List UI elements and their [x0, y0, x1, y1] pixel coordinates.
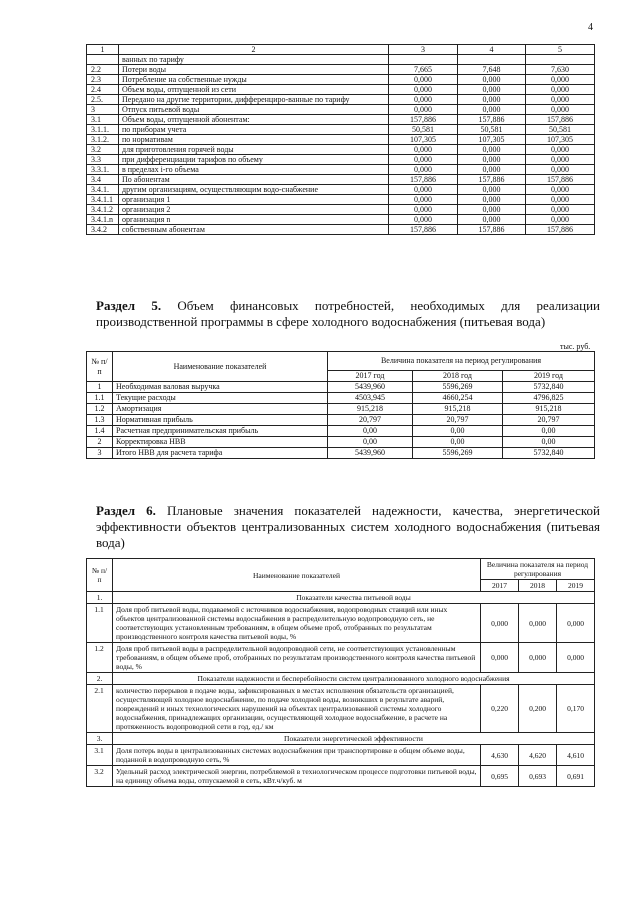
row-value: 0,000 [526, 155, 595, 165]
row-name: другим организациям, осуществляющим водо-снабжение [119, 185, 389, 195]
row-code [87, 55, 119, 65]
row-code: 3.3 [87, 155, 119, 165]
row-code: 1.1 [87, 393, 113, 404]
row-name: Доля проб питьевой воды, подаваемой с источников водоснабжения, водопроводных станций или иных объектов централизованной системы водоснабжения в распределительную водопроводную сеть, не соответствующих установленным требованиям, в общем объеме проб, отобранных по результатам производственного контроля качества питьевой воды, % [113, 604, 481, 643]
row-value: 0,170 [557, 685, 595, 733]
row-value: 0,000 [526, 195, 595, 205]
row-value: 0,00 [503, 426, 595, 437]
row-name: Нормативная прибыль [113, 415, 328, 426]
row-value: 107,305 [389, 135, 458, 145]
table-row [87, 185, 595, 195]
row-value: 0,000 [389, 205, 458, 215]
row-code: 1.4 [87, 426, 113, 437]
row-value: 0,00 [503, 437, 595, 448]
table-row [87, 145, 595, 155]
year-header: 2018 [519, 580, 557, 592]
row-value: 7,648 [458, 65, 526, 75]
group-code: 2. [87, 673, 113, 685]
table-row [87, 685, 595, 733]
row-value: 0,000 [389, 105, 458, 115]
row-value: 157,886 [526, 175, 595, 185]
row-value: 50,581 [526, 125, 595, 135]
row-value: 107,305 [526, 135, 595, 145]
table-row [87, 195, 595, 205]
water-balance-body [87, 55, 595, 235]
row-value: 157,886 [389, 115, 458, 125]
row-code: 3.4.1.n [87, 215, 119, 225]
row-value: 0,000 [389, 85, 458, 95]
row-value: 0,000 [526, 165, 595, 175]
table-row [87, 155, 595, 165]
table-row [87, 426, 595, 437]
row-value: 0,000 [526, 205, 595, 215]
row-value [389, 55, 458, 65]
row-name: количество перерывов в подаче воды, зафиксированных в местах исполнения обязательств организацией, осуществляющей холодное водоснабжение, по подаче холодной воды, возникших в результате аварий, повреждений и иных технологических нарушений на объектах централизованной системы холодного водоснабжения, принадлежащих организации, осуществляющей холодное водоснабжение, в расчете на протяженность водопроводной сети в год, ед./ км [113, 685, 481, 733]
row-value: 0,000 [458, 185, 526, 195]
table-row [87, 105, 595, 115]
header-cell: 5 [526, 45, 595, 55]
row-value: 0,000 [389, 195, 458, 205]
table-row [87, 393, 595, 404]
col-num-header: № п/п [87, 352, 113, 382]
row-value: 915,218 [413, 404, 503, 415]
table-row [87, 95, 595, 105]
row-value: 0,000 [389, 185, 458, 195]
row-value: 0,00 [328, 426, 413, 437]
table-row [87, 745, 595, 766]
row-value: 0,000 [389, 215, 458, 225]
row-value: 0,000 [526, 95, 595, 105]
table-row [87, 135, 595, 145]
table-row [87, 404, 595, 415]
col-period-header: Величина показателя на период регулирования [328, 352, 595, 371]
row-value: 50,581 [389, 125, 458, 135]
row-value: 0,695 [481, 766, 519, 787]
row-code: 2.1 [87, 685, 113, 733]
section-6-title: Плановые значения показателей надежности, качества, энергетической эффективности объектов централизованных систем холодного водоснабжения (питьевая вода) [96, 503, 600, 550]
table-row [87, 415, 595, 426]
row-code: 2.2 [87, 65, 119, 75]
group-title: Показатели надежности и бесперебойности систем централизованного холодного водоснабжения [113, 673, 595, 685]
financial-needs-table [86, 351, 595, 459]
row-code: 3.4 [87, 175, 119, 185]
header-cell: 2 [119, 45, 389, 55]
col-num-header: № п/п [87, 559, 113, 592]
row-value: 0,000 [557, 643, 595, 673]
row-name: собственным абонентам [119, 225, 389, 235]
row-value: 4503,945 [328, 393, 413, 404]
row-code: 1.2 [87, 643, 113, 673]
row-name: по нормативам [119, 135, 389, 145]
group-code: 1. [87, 592, 113, 604]
year-header: 2017 год [328, 371, 413, 382]
row-value: 20,797 [503, 415, 595, 426]
row-value: 0,00 [413, 437, 503, 448]
row-value: 0,000 [389, 95, 458, 105]
row-value: 0,000 [458, 85, 526, 95]
row-value: 5439,960 [328, 448, 413, 459]
row-name: Итого НВВ для расчета тарифа [113, 448, 328, 459]
table-header-row [87, 45, 595, 55]
row-code: 1.2 [87, 404, 113, 415]
row-value: 0,000 [389, 165, 458, 175]
row-name: Потери воды [119, 65, 389, 75]
table-header-row [87, 352, 595, 371]
header-cell: 3 [389, 45, 458, 55]
row-value: 0,000 [526, 215, 595, 225]
row-code: 2.4 [87, 85, 119, 95]
row-value: 915,218 [503, 404, 595, 415]
row-value: 0,000 [389, 155, 458, 165]
col-period-header: Величина показателя на период регулирования [481, 559, 595, 580]
row-name: Расчетная предпринимательская прибыль [113, 426, 328, 437]
row-code: 2.3 [87, 75, 119, 85]
row-value: 0,000 [458, 215, 526, 225]
row-value: 0,691 [557, 766, 595, 787]
row-code: 3 [87, 448, 113, 459]
row-name: Доля потерь воды в централизованных системах водоснабжения при транспортировке в общем объеме воды, поданной в водопроводную сеть, % [113, 745, 481, 766]
row-value [458, 55, 526, 65]
row-value: 5439,960 [328, 382, 413, 393]
row-value [526, 55, 595, 65]
row-name: Текущие расходы [113, 393, 328, 404]
row-value: 0,000 [526, 75, 595, 85]
table-row [87, 85, 595, 95]
row-value: 0,00 [328, 437, 413, 448]
year-header: 2017 [481, 580, 519, 592]
unit-label: тыс. руб. [560, 342, 591, 351]
row-code: 1.1 [87, 604, 113, 643]
row-code: 3.4.1. [87, 185, 119, 195]
row-value: 0,000 [458, 205, 526, 215]
header-cell: 4 [458, 45, 526, 55]
row-code: 3.1.2. [87, 135, 119, 145]
row-value: 0,000 [481, 604, 519, 643]
row-value: 157,886 [389, 225, 458, 235]
row-code: 3.1 [87, 115, 119, 125]
row-value: 0,00 [413, 426, 503, 437]
row-value: 0,200 [519, 685, 557, 733]
table-row [87, 766, 595, 787]
row-code: 3.2 [87, 145, 119, 155]
group-row [87, 733, 595, 745]
section-5-heading [96, 298, 600, 330]
row-value: 0,000 [458, 105, 526, 115]
row-value: 7,630 [526, 65, 595, 75]
year-header: 2019 год [503, 371, 595, 382]
row-value: 0,000 [458, 75, 526, 85]
row-value: 0,000 [526, 185, 595, 195]
row-value: 0,220 [481, 685, 519, 733]
row-name: для приготовления горячей воды [119, 145, 389, 155]
row-code: 2 [87, 437, 113, 448]
row-value: 5596,269 [413, 382, 503, 393]
row-value: 0,000 [458, 95, 526, 105]
row-code: 2.5. [87, 95, 119, 105]
row-code: 1.3 [87, 415, 113, 426]
row-name: Необходимая валовая выручка [113, 382, 328, 393]
row-value: 107,305 [458, 135, 526, 145]
indicators-table [86, 558, 595, 787]
row-value: 0,000 [526, 145, 595, 155]
row-value: 7,665 [389, 65, 458, 75]
row-name: организация 2 [119, 205, 389, 215]
row-value: 0,000 [481, 643, 519, 673]
group-row [87, 592, 595, 604]
row-value: 5732,840 [503, 382, 595, 393]
section-6-heading [96, 503, 600, 551]
row-value: 157,886 [458, 225, 526, 235]
table-row [87, 604, 595, 643]
header-cell: 1 [87, 45, 119, 55]
row-code: 1 [87, 382, 113, 393]
group-row [87, 673, 595, 685]
row-value: 4,630 [481, 745, 519, 766]
page-number: 4 [588, 22, 593, 33]
col-name-header: Наименование показателей [113, 352, 328, 382]
row-code: 3.2 [87, 766, 113, 787]
row-value: 20,797 [328, 415, 413, 426]
row-value: 0,000 [458, 165, 526, 175]
row-code: 3.3.1. [87, 165, 119, 175]
group-title: Показатели качества питьевой воды [113, 592, 595, 604]
row-code: 3.4.2 [87, 225, 119, 235]
row-name: Объем воды, отпущенной из сети [119, 85, 389, 95]
row-value: 157,886 [389, 175, 458, 185]
table-header-row [87, 559, 595, 580]
row-code: 3 [87, 105, 119, 115]
row-value: 157,886 [458, 175, 526, 185]
table-row [87, 382, 595, 393]
row-name: организация n [119, 215, 389, 225]
row-value: 0,000 [458, 155, 526, 165]
row-code: 3.1.1. [87, 125, 119, 135]
table-row [87, 55, 595, 65]
row-value: 4,610 [557, 745, 595, 766]
row-name: Объем воды, отпущенной абонентам: [119, 115, 389, 125]
row-value: 5596,269 [413, 448, 503, 459]
row-name: Удельный расход электрической энергии, потребляемой в технологическом процессе подготовки питьевой воды, на единицу объема воды, отпускаемой в сеть, кВт.ч/куб. м [113, 766, 481, 787]
row-value: 0,000 [526, 105, 595, 115]
row-value: 50,581 [458, 125, 526, 135]
row-value: 0,000 [458, 145, 526, 155]
row-name: организация 1 [119, 195, 389, 205]
row-name: Корректировка НВВ [113, 437, 328, 448]
row-name: Потребление на собственные нужды [119, 75, 389, 85]
table-row [87, 225, 595, 235]
row-value: 4,620 [519, 745, 557, 766]
row-value: 0,000 [526, 85, 595, 95]
table-row [87, 437, 595, 448]
table-row [87, 215, 595, 225]
table-row [87, 165, 595, 175]
water-balance-table [86, 44, 595, 235]
group-code: 3. [87, 733, 113, 745]
row-code: 3.1 [87, 745, 113, 766]
col-name-header: Наименование показателей [113, 559, 481, 592]
table-row [87, 115, 595, 125]
table-row [87, 448, 595, 459]
section-6-label: Раздел 6. [96, 503, 156, 518]
row-value: 5732,840 [503, 448, 595, 459]
row-name: в пределах i-го объема [119, 165, 389, 175]
row-value: 4660,254 [413, 393, 503, 404]
row-value: 157,886 [526, 225, 595, 235]
row-value: 0,000 [389, 145, 458, 155]
row-name: ванных по тарифу [119, 55, 389, 65]
table-row [87, 75, 595, 85]
table-row [87, 643, 595, 673]
row-value: 915,218 [328, 404, 413, 415]
indicators-body [87, 592, 595, 787]
year-header: 2019 [557, 580, 595, 592]
row-name: Амортизация [113, 404, 328, 415]
row-value: 157,886 [526, 115, 595, 125]
row-value: 0,000 [458, 195, 526, 205]
financial-needs-body [87, 382, 595, 459]
row-name: Доля проб питьевой воды в распределительной водопроводной сети, не соответствующих установленным требованиям, в общем объеме проб, отобранных по результатам производственного контроля качества питьевой воды, % [113, 643, 481, 673]
table-row [87, 175, 595, 185]
row-value: 4796,825 [503, 393, 595, 404]
row-value: 0,000 [519, 643, 557, 673]
row-value: 0,693 [519, 766, 557, 787]
row-name: Отпуск питьевой воды [119, 105, 389, 115]
row-name: по приборам учета [119, 125, 389, 135]
row-name: Передано на другие территории, дифференциро-ванные по тарифу [119, 95, 389, 105]
year-header: 2018 год [413, 371, 503, 382]
table-row [87, 65, 595, 75]
group-title: Показатели энергетической эффективности [113, 733, 595, 745]
row-value: 157,886 [458, 115, 526, 125]
row-code: 3.4.1.2 [87, 205, 119, 215]
section-5-title: Объем финансовых потребностей, необходимых для реализации производственной программы в сфере холодного водоснабжения (питьевая вода) [96, 298, 600, 329]
section-5-label: Раздел 5. [96, 298, 162, 313]
row-code: 3.4.1.1 [87, 195, 119, 205]
table-row [87, 205, 595, 215]
row-value: 0,000 [389, 75, 458, 85]
row-value: 0,000 [519, 604, 557, 643]
row-value: 0,000 [557, 604, 595, 643]
row-value: 20,797 [413, 415, 503, 426]
row-name: при дифференциации тарифов по объему [119, 155, 389, 165]
table-row [87, 125, 595, 135]
row-name: По абонентам [119, 175, 389, 185]
